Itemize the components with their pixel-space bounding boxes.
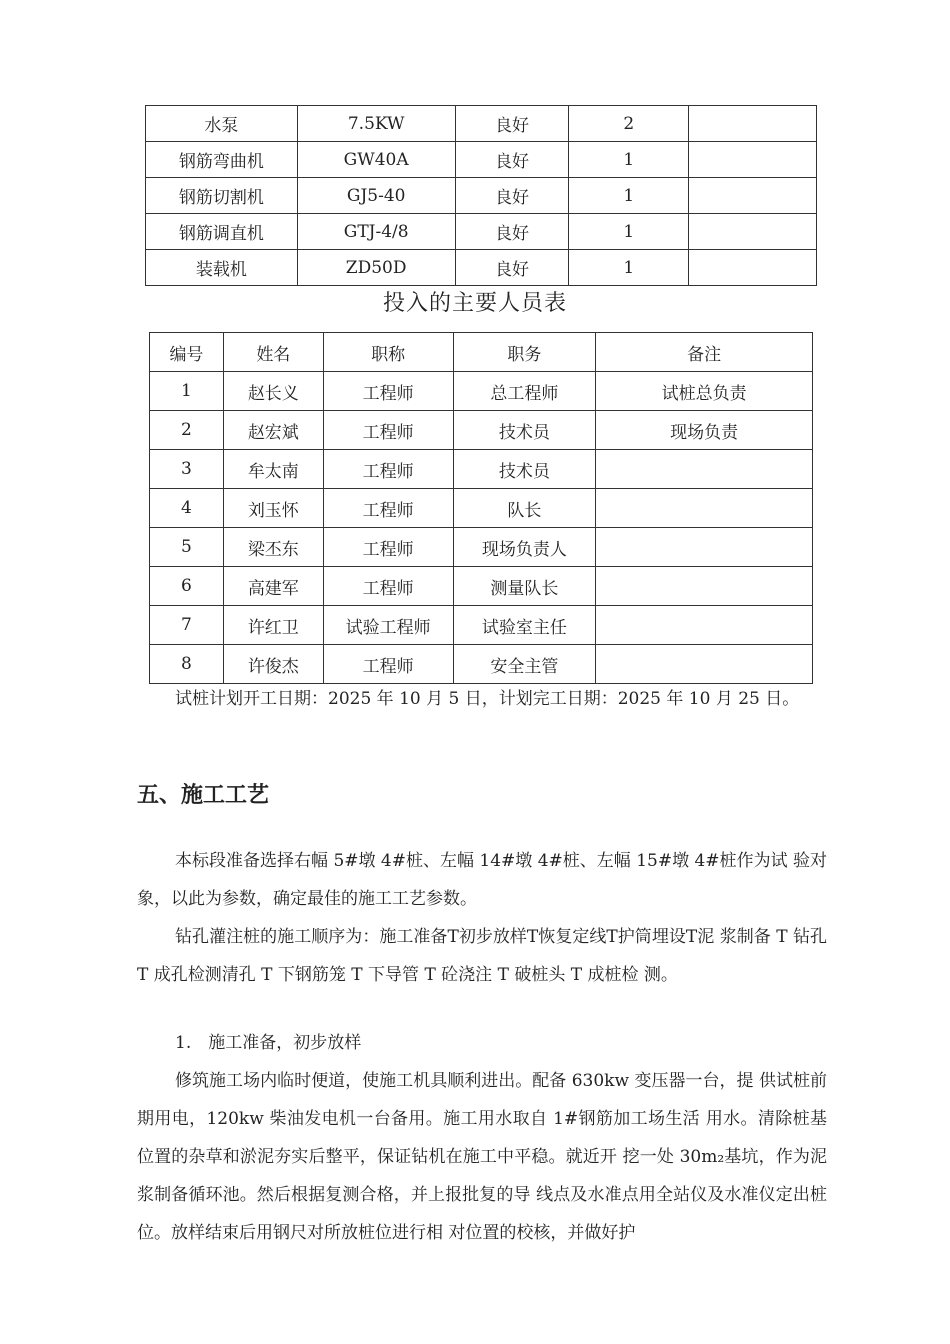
equipment-name: 钢筋调直机 — [146, 214, 298, 250]
table-row — [146, 250, 817, 286]
equipment-quantity: 1 — [569, 142, 689, 178]
staff-title: 工程师 — [323, 489, 453, 528]
equipment-table — [145, 105, 817, 286]
staff-title: 工程师 — [323, 450, 453, 489]
table-row — [150, 528, 813, 567]
staff-name: 许俊杰 — [223, 645, 323, 684]
schedule-paragraph — [137, 680, 827, 718]
paragraph-construction-sequence — [137, 918, 827, 994]
table-row — [150, 411, 813, 450]
staff-number: 6 — [150, 567, 224, 606]
equipment-name: 水泵 — [146, 106, 298, 142]
staff-name: 牟太南 — [223, 450, 323, 489]
staff-number: 7 — [150, 606, 224, 645]
table-row — [146, 106, 817, 142]
equipment-condition: 良好 — [455, 106, 569, 142]
staff-title: 工程师 — [323, 528, 453, 567]
equipment-model: 7.5KW — [297, 106, 455, 142]
staff-name: 赵长义 — [223, 372, 323, 411]
equipment-condition: 良好 — [455, 214, 569, 250]
staff-table — [149, 332, 813, 684]
staff-position: 总工程师 — [453, 372, 596, 411]
staff-title: 工程师 — [323, 372, 453, 411]
equipment-note — [689, 214, 817, 250]
equipment-model: GTJ-4/8 — [297, 214, 455, 250]
table-header-row — [150, 333, 813, 372]
staff-title: 试验工程师 — [323, 606, 453, 645]
equipment-model: GJ5-40 — [297, 178, 455, 214]
staff-position: 安全主管 — [453, 645, 596, 684]
staff-remarks — [596, 606, 813, 645]
table-row — [150, 489, 813, 528]
staff-number: 1 — [150, 372, 224, 411]
paragraph-site-preparation — [137, 1062, 827, 1252]
staff-number: 2 — [150, 411, 224, 450]
section-heading: 五、施工工艺 — [137, 782, 270, 808]
table-row — [150, 645, 813, 684]
staff-name: 高建军 — [223, 567, 323, 606]
paragraph-text: 修筑施工场内临时便道，使施工机具顺利进出。配备 630kw 变压器一台，提 供试桩前期用电，120kw 柴油发电机一台备用。施工用水取自 1#钢筋加工场生活 用水。清除桩基位置的杂草和淤泥夯实后整平，保证钻机在施工中平稳。就近开 挖一处 30m₂基坑，作为泥浆制备循环池。然后根据复测合格，并上报批复的导 线点及水准点用全站仪及水准仪定出桩位。放样结束后用钢尺对所放桩位进行相 对位置的校核，并做好护 — [137, 1071, 827, 1243]
staff-name: 赵宏斌 — [223, 411, 323, 450]
staff-name: 刘玉怀 — [223, 489, 323, 528]
table-row — [146, 178, 817, 214]
table-row — [150, 606, 813, 645]
staff-name: 梁丕东 — [223, 528, 323, 567]
equipment-condition: 良好 — [455, 142, 569, 178]
staff-title: 工程师 — [323, 411, 453, 450]
equipment-note — [689, 250, 817, 286]
equipment-note — [689, 178, 817, 214]
staff-remarks — [596, 567, 813, 606]
equipment-quantity: 1 — [569, 214, 689, 250]
staff-position: 测量队长 — [453, 567, 596, 606]
table-row — [150, 450, 813, 489]
paragraph-text: 本标段准备选择右幅 5#墩 4#桩、左幅 14#墩 4#桩、左幅 15#墩 4#桩作为试 验对象，以此为参数，确定最佳的施工工艺参数。 — [137, 851, 827, 909]
staff-position: 技术员 — [453, 450, 596, 489]
column-header-number: 编号 — [150, 333, 224, 372]
equipment-name: 钢筋切割机 — [146, 178, 298, 214]
staff-title: 工程师 — [323, 645, 453, 684]
staff-position: 现场负责人 — [453, 528, 596, 567]
column-header-title: 职称 — [323, 333, 453, 372]
staff-name: 许红卫 — [223, 606, 323, 645]
staff-number: 4 — [150, 489, 224, 528]
equipment-quantity: 1 — [569, 250, 689, 286]
equipment-quantity: 1 — [569, 178, 689, 214]
equipment-model: ZD50D — [297, 250, 455, 286]
staff-table-title: 投入的主要人员表 — [382, 291, 567, 316]
staff-number: 5 — [150, 528, 224, 567]
staff-remarks — [596, 528, 813, 567]
equipment-model: GW40A — [297, 142, 455, 178]
staff-position: 试验室主任 — [453, 606, 596, 645]
equipment-note — [689, 142, 817, 178]
equipment-note — [689, 106, 817, 142]
paragraph-test-piles — [137, 842, 827, 918]
column-header-name: 姓名 — [223, 333, 323, 372]
staff-remarks: 试桩总负责 — [596, 372, 813, 411]
staff-title: 工程师 — [323, 567, 453, 606]
equipment-name: 装载机 — [146, 250, 298, 286]
column-header-position: 职务 — [453, 333, 596, 372]
column-header-remarks: 备注 — [596, 333, 813, 372]
table-row — [146, 142, 817, 178]
staff-number: 8 — [150, 645, 224, 684]
schedule-text: 试桩计划开工日期：2025 年 10 月 5 日，计划完工日期：2025 年 10 月 25 日。 — [175, 689, 800, 709]
equipment-quantity: 2 — [569, 106, 689, 142]
table-row — [150, 567, 813, 606]
staff-position: 技术员 — [453, 411, 596, 450]
paragraph-text: 钻孔灌注桩的施工顺序为：施工准备T初步放样T恢复定线T护筒埋设T泥 浆制备 T 钻孔 T 成孔检测清孔 T 下钢筋笼 T 下导管 T 砼浇注 T 破桩头 T 成桩检 测。 — [137, 927, 827, 985]
equipment-condition: 良好 — [455, 178, 569, 214]
equipment-name: 钢筋弯曲机 — [146, 142, 298, 178]
staff-remarks — [596, 450, 813, 489]
staff-remarks: 现场负责 — [596, 411, 813, 450]
staff-position: 队长 — [453, 489, 596, 528]
staff-number: 3 — [150, 450, 224, 489]
staff-remarks — [596, 489, 813, 528]
staff-remarks — [596, 645, 813, 684]
table-row — [150, 372, 813, 411]
equipment-condition: 良好 — [455, 250, 569, 286]
sub-heading: 1. 施工准备，初步放样 — [175, 1033, 362, 1053]
table-row — [146, 214, 817, 250]
